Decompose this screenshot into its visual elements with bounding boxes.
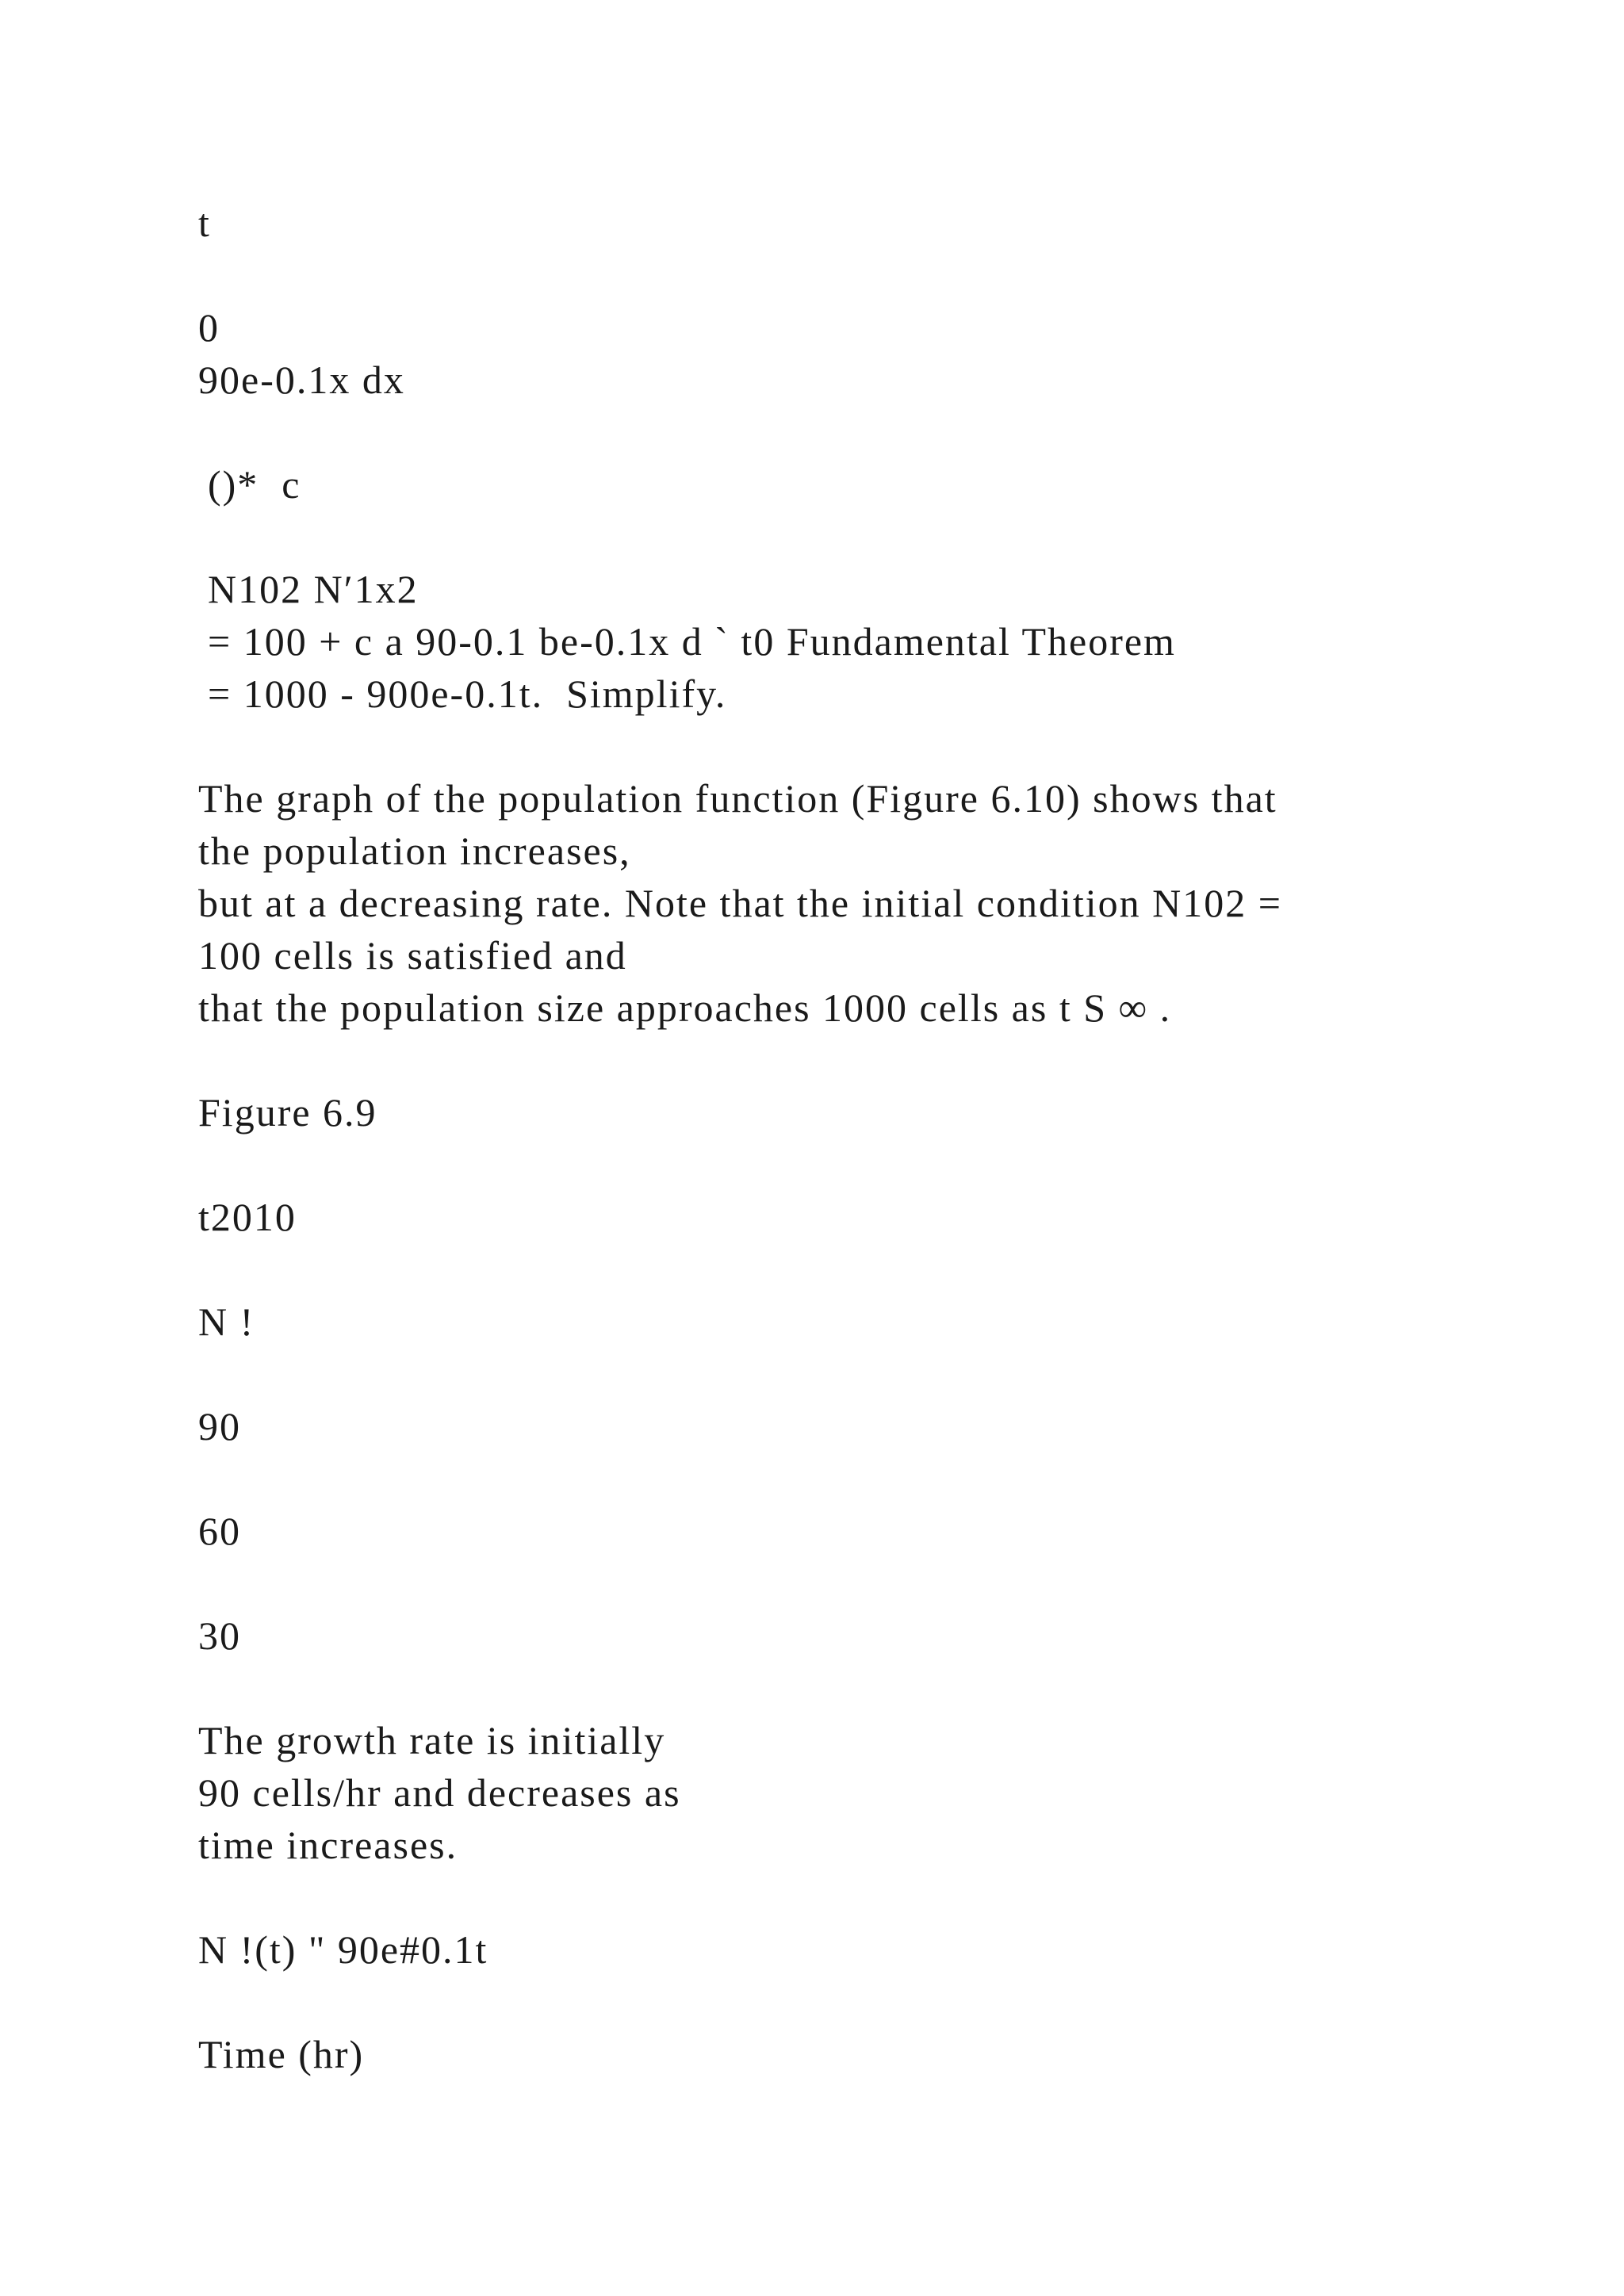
text-line-integrand: 90e-0.1x dx: [198, 358, 405, 402]
annotation-line-3: time increases.: [198, 1823, 458, 1867]
text-line-n-definition: N102 N′1x2: [208, 567, 419, 611]
text-line-symbols: ()* c: [208, 462, 301, 507]
tick-label-30: 30: [198, 1613, 241, 1658]
axis-label-time: Time (hr): [198, 2032, 365, 2076]
annotation-line-1: The growth rate is initially: [198, 1718, 666, 1762]
text-line-fundamental-theorem: = 100 + c a 90-0.1 be-0.1x d ` t0 Fundamental Theorem: [208, 619, 1176, 664]
paragraph-line-3: but at a decreasing rate. Note that the initial condition N102 =: [198, 881, 1282, 925]
paragraph-line-5: that the population size approaches 1000 cells as t S ∞ .: [198, 985, 1172, 1030]
paragraph-line-2: the population increases,: [198, 828, 631, 873]
figure-caption: Figure 6.9: [198, 1090, 377, 1135]
paragraph-line-1: The graph of the population function (Figure 6.10) shows that: [198, 776, 1277, 821]
paragraph-line-4: 100 cells is satisfied and: [198, 933, 627, 978]
tick-label-60: 60: [198, 1509, 241, 1553]
text-line-simplify: = 1000 - 900e-0.1t. Simplify.: [208, 672, 727, 716]
function-label: N !(t) " 90e#0.1t: [198, 1927, 488, 1972]
text-line-n-prime: N !: [198, 1299, 255, 1344]
text-line-lower-limit: 0: [198, 305, 220, 350]
tick-label-90: 90: [198, 1404, 241, 1448]
text-line-t: t: [198, 201, 211, 245]
text-line-t2010: t2010: [198, 1195, 297, 1239]
annotation-line-2: 90 cells/hr and decreases as: [198, 1770, 681, 1815]
